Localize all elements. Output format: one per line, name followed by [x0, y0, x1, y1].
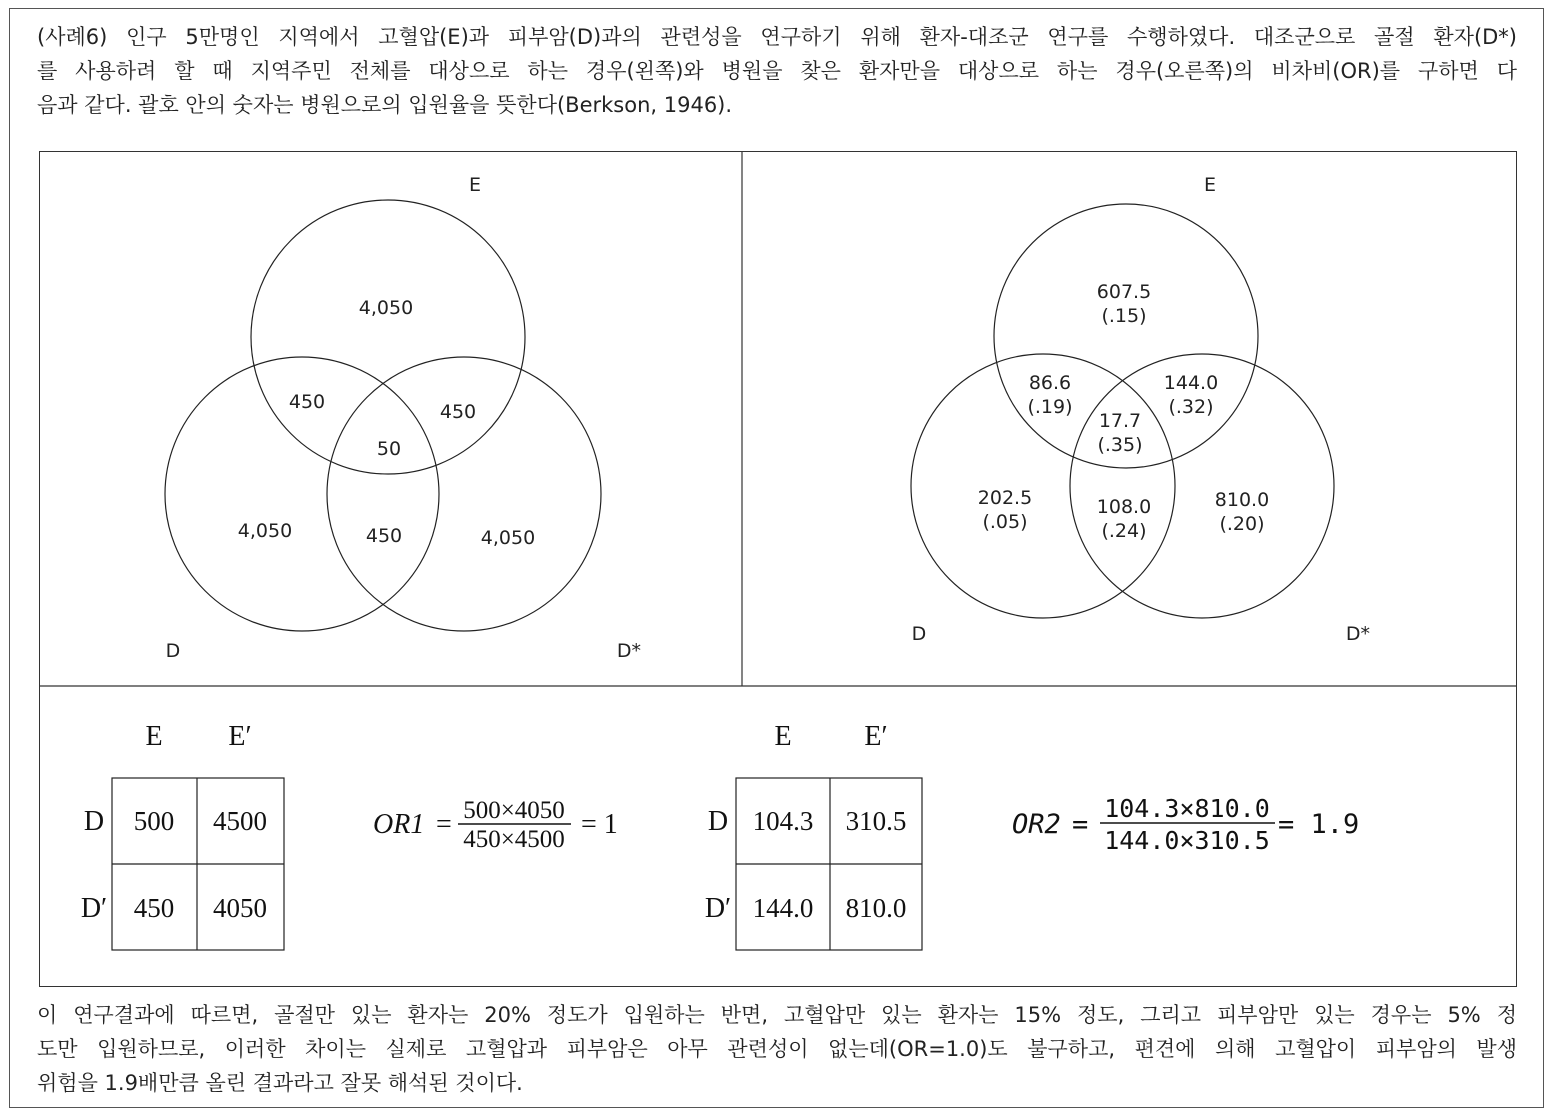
- left-center-value: 50: [376, 438, 402, 460]
- conclusion-line: 도만 입원하므로, 이러한 차이는 실제로 고혈압과 피부암은 아무 관련성이 없는데(OR=1.0)도 불구하고, 편견에 의해 고혈압이 피부암의 발생: [37, 1037, 1517, 1061]
- left-cell-dprime-e: 450: [133, 893, 175, 923]
- or2-formula: [1012, 794, 1359, 855]
- left-e-dstar-value: 450: [439, 401, 477, 423]
- left-contingency-table: [81, 721, 284, 950]
- or1-numerator: 500×4050: [463, 797, 565, 824]
- right-label-d: D: [911, 623, 927, 645]
- right-label-dstar: D*: [1345, 623, 1371, 645]
- right-d-e-value: 86.6: [1028, 372, 1072, 394]
- right-d-e-rate: (.19): [1027, 396, 1073, 418]
- right-e-dstar-rate: (.32): [1168, 396, 1214, 418]
- right-cell-d-e: 104.3: [752, 806, 814, 836]
- right-row-header-dprime: D′: [704, 893, 732, 924]
- left-label-d: D: [165, 640, 181, 662]
- left-col-header-eprime: E′: [228, 721, 252, 752]
- right-e-dstar-value: 144.0: [1163, 372, 1219, 394]
- or1-label: OR1: [373, 809, 425, 840]
- right-cell-dprime-eprime: 810.0: [845, 893, 907, 923]
- right-e-only-value: 607.5: [1096, 281, 1152, 303]
- left-d-only-value: 4,050: [237, 520, 293, 542]
- left-cell-d-e: 500: [133, 806, 175, 836]
- left-cell-dprime-eprime: 4050: [213, 893, 267, 923]
- left-col-header-e: E: [145, 721, 163, 752]
- or1-formula: [373, 797, 618, 853]
- right-cell-d-eprime: 310.5: [845, 806, 907, 836]
- left-label-e: E: [468, 174, 482, 196]
- right-contingency-table: [705, 721, 922, 950]
- right-d-only-rate: (.05): [982, 511, 1028, 533]
- left-e-only-value: 4,050: [358, 297, 414, 319]
- right-e-only-rate: (.15): [1101, 305, 1147, 327]
- right-dstar-only-rate: (.20): [1219, 513, 1265, 535]
- right-center-value: 17.7: [1098, 410, 1142, 432]
- conclusion-paragraph: [37, 998, 1517, 1100]
- or2-result: = 1.9: [1278, 809, 1360, 840]
- figure-panel: [39, 151, 1517, 987]
- left-row-header-dprime: D′: [80, 893, 108, 924]
- right-cell-dprime-e: 144.0: [752, 893, 814, 923]
- intro-line: 를 사용하려 할 때 지역주민 전체를 대상으로 하는 경우(왼쪽)와 병원을 찾은 환자만을 대상으로 하는 경우(오른쪽)의 비차비(OR)를 구하면 다: [37, 59, 1517, 83]
- right-col-header-eprime: E′: [864, 721, 888, 752]
- or2-equals: =: [1072, 809, 1089, 840]
- right-center-rate: (.35): [1097, 434, 1143, 456]
- or1-result: = 1: [581, 809, 618, 840]
- or2-numerator: 104.3×810.0: [1104, 794, 1270, 823]
- intro-line: 음과 같다. 괄호 안의 숫자는 병원으로의 입원율을 뜻한다(Berkson, 1946).: [37, 93, 733, 117]
- left-label-dstar: D*: [616, 640, 642, 662]
- right-label-e: E: [1203, 174, 1217, 196]
- conclusion-line: 위험을 1.9배만큼 올린 결과라고 잘못 해석된 것이다.: [37, 1071, 523, 1095]
- right-d-dstar-rate: (.24): [1101, 520, 1147, 542]
- left-circle-e: [251, 200, 525, 474]
- or2-denominator: 144.0×310.5: [1104, 826, 1270, 855]
- left-dstar-only-value: 4,050: [480, 527, 536, 549]
- left-cell-d-eprime: 4500: [213, 806, 267, 836]
- or2-label: OR2: [1012, 809, 1061, 840]
- left-venn-diagram: [165, 200, 601, 631]
- right-dstar-only-value: 810.0: [1214, 489, 1270, 511]
- or1-equals: =: [436, 809, 452, 840]
- or1-denominator: 450×4500: [463, 826, 565, 853]
- right-d-dstar-value: 108.0: [1096, 496, 1152, 518]
- figure-svg: [40, 152, 1516, 986]
- left-d-dstar-value: 450: [365, 525, 403, 547]
- right-row-header-d: D: [707, 806, 729, 837]
- conclusion-line: 이 연구결과에 따르면, 골절만 있는 환자는 20% 정도가 입원하는 반면, 고혈압만 있는 환자는 15% 정도, 그리고 피부암만 있는 경우는 5% 정: [37, 1003, 1517, 1027]
- intro-paragraph: [37, 20, 1517, 122]
- intro-line: (사례6) 인구 5만명인 지역에서 고혈압(E)과 피부암(D)과의 관련성을 연구하기 위해 환자-대조군 연구를 수행하였다. 대조군으로 골절 환자(D*): [37, 25, 1517, 49]
- left-circle-dstar: [327, 357, 601, 631]
- right-col-header-e: E: [774, 721, 792, 752]
- left-d-e-value: 450: [288, 391, 326, 413]
- right-d-only-value: 202.5: [977, 487, 1033, 509]
- left-row-header-d: D: [83, 806, 105, 837]
